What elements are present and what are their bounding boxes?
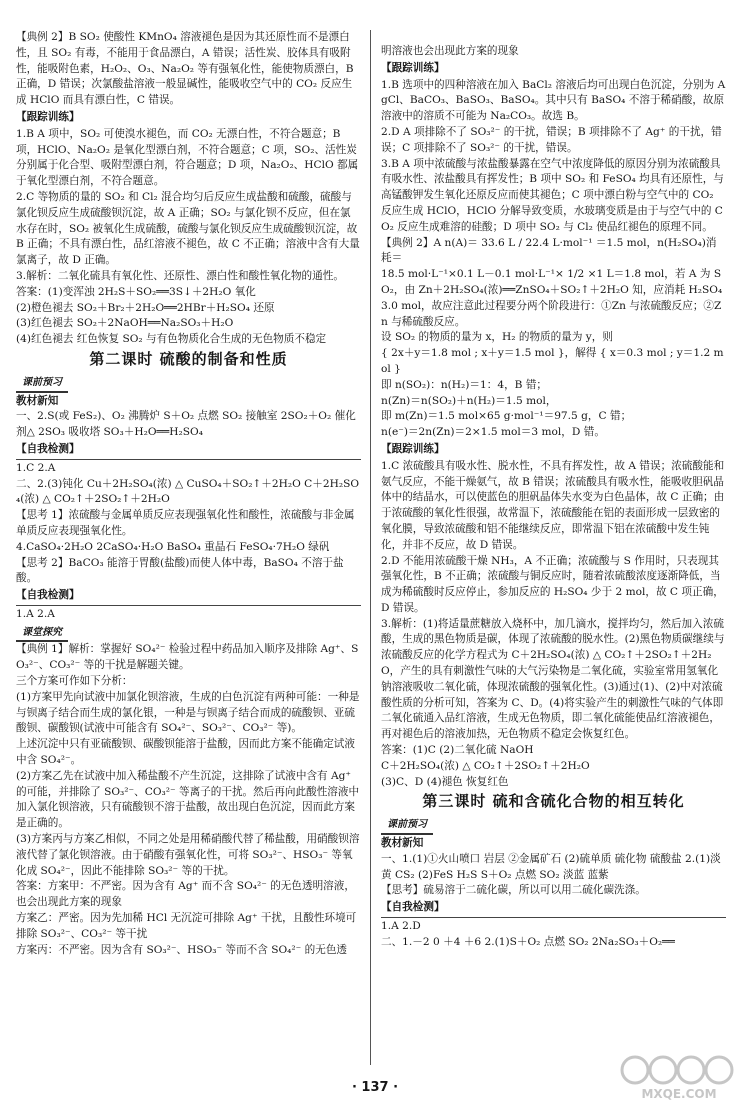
thinking-1: 【思考 1】浓硫酸与金属单质反应表现强氧化性和酸性，浓硫酸与非金属单质反应表现强氧化性。	[16, 509, 355, 537]
answer-r-3: (3)C、D (4)褪色 恢复红色	[381, 775, 509, 788]
self-check-answers-3: 1.A 2.D	[381, 920, 421, 933]
follow-up-training-heading-2: 【跟踪训练】	[381, 61, 445, 74]
section-title-lesson-3: 第三课时 硫和含硫化合物的相互转化	[422, 792, 685, 811]
self-check-heading-3: 【自我检测】	[381, 900, 726, 918]
self-check-answers: 1.C 2.A	[16, 461, 56, 474]
follow-up-training-heading: 【跟踪训练】	[16, 110, 80, 123]
answer-r-1: 答案：(1)C (2)二氧化硫 NaOH	[381, 744, 534, 757]
left-column	[16, 30, 361, 1070]
self-check-heading: 【自我检测】	[16, 442, 361, 460]
answer-plan-b: 方案乙：严密。因为先加稀 HCl 无沉淀可排除 Ag⁺ 干扰，且酸性环境可排除 SO₃²⁻、CO₃²⁻ 等干扰	[16, 912, 357, 940]
example-2-answer: 【典例 2】B SO₂ 使酸性 KMnO₄ 溶液褪色是因为其还原性而不是漂白性，且 SO₂ 有毒，不能用于食品漂白，A 错误；活性炭、胶体具有吸附性，能吸附色素，H₂O₂、O₃、Na₂O₂ 等有强氧化性，能使物质漂白，B 正确，D 错误；次氯酸盐溶液一般显碱性，能吸收空气中的 CO₂ 反应生成 HClO 而具有漂白性，C 错误。	[16, 31, 354, 107]
knowledge-text-2: 二、2.(3)钝化 Cu＋2H₂SO₄(浓) △ CuSO₄＋SO₂↑＋2H₂O C＋2H₂SO₄(浓) △ CO₂↑＋2SO₂↑＋2H₂O	[16, 477, 360, 506]
analysis-plan-c: (3)方案丙与方案乙相似，不同之处是用稀硝酸代替了稀盐酸，用硝酸钡溶液代替了氯化钡溶液。由于硝酸有强氧化性，可将 SO₃²⁻、HSO₃⁻ 等氧化成 SO₄²⁻，因此不能排除 SO₃²⁻ 等的干扰。	[16, 833, 360, 877]
example-2-calc-2: 18.5 mol·L⁻¹×0.1 L－0.1 mol·L⁻¹× 1/2 ×1 L＝1.8 mol，若 A 为 SO₂，由 Zn＋2H₂SO₄(浓)══ZnSO₄＋SO₂↑＋2H₂O 知，应消耗 H₂SO₄ 3.0 mol，故应注意此过程要分两个阶段进行：①Zn 与浓硫酸反应；②Zn 与稀硫酸反应。	[381, 268, 723, 328]
example-2-calc-4: 即 n(SO₂)：n(H₂)＝1：4，B 错；	[381, 378, 548, 391]
analysis-plan-a-conclusion: 上述沉淀中只有亚硫酸钡、碳酸钡能溶于盐酸，因而此方案不能确定试液中含 SO₄²⁻。	[16, 738, 355, 767]
example-2-calc-5: n(Zn)＝n(SO₂)＋n(H₂)＝1.5 mol，	[381, 394, 557, 407]
answer-plan-a: 答案：方案甲：不严密。因为含有 Ag⁺ 而不含 SO₄²⁻ 的无色透明溶液，也会出现此方案的现象	[16, 880, 355, 909]
answer-plan-c-continued: 明溶液也会出现此方案的现象	[381, 45, 519, 57]
training-answer-r5: 2.D 不能用浓硫酸干燥 NH₃，A 不正确；浓硫酸与 S 作用时，只表现其强氧化性，B 不正确；浓硫酸与铜反应时，随着浓硫酸浓度逐渐降低，当成为稀硫酸时反应停止，参加反应的 H₂SO₄ 少于 2 mol，故 C 项正确，D 错误。	[381, 554, 724, 614]
training-answer-r4: 1.C 浓硫酸具有吸水性、脱水性，不具有挥发性，故 A 错误；浓硫酸能和氨气反应，不能干燥氨气，故 B 错误；浓硫酸具有吸水性，能吸收胆矾晶体中的结晶水，可以使蓝色的胆矾晶体失水变为白色晶体，故 C 正确；由于浓硫酸的氧化性很强，故常温下，浓硫酸能在铝的表面形成一层致密的氧化膜，导致浓硫酸和铝不能继续反应，即常温下铝在浓硫酸中发生钝化，并非不反应，故 D 错误。	[381, 459, 725, 551]
thinking-r1: 【思考】硫易溶于二硫化碳，所以可以用二硫化碳洗涤。	[381, 884, 646, 897]
example-1-analysis: 【典例 1】解析：掌握好 SO₄²⁻ 检验过程中药品加入顺序及排除 Ag⁺、SO₃²⁻、CO₃²⁻ 等的干扰是解题关键。	[16, 643, 359, 672]
self-check-answers-2: 1.A 2.A	[16, 607, 55, 620]
training-answer-3: 3.解析：二氧化硫具有氧化性、还原性、漂白性和酸性氧化物的通性。	[16, 269, 344, 282]
example-2-calc-3: 设 SO₂ 的物质的量为 x，H₂ 的物质的量为 y，则	[381, 331, 613, 344]
column-divider	[370, 30, 371, 1065]
answer-plan-c: 方案丙：不严密。因为含有 SO₃²⁻、HSO₃⁻ 等而不含 SO₄²⁻ 的无色透	[16, 943, 348, 956]
training-answer-r6: 3.解析：(1)将适量蔗糖放入烧杯中，加几滴水，搅拌均匀，然后加入浓硫酸，生成的黑色物质是碳，体现了浓硫酸的脱水性。(2)黑色物质碳继续与浓硫酸反应的化学方程式为 C＋2H₂SO₄(浓) △ CO₂↑＋2SO₂↑＋2H₂O，产生的具有刺激性气味的大气污染物是二氧化硫，实验室常用氢氧化钠溶液吸收二氧化硫，体现浓硫酸的强氧化性。(3)通过(1)、(2)中对浓硫酸性质的分析可知，答案为 C、D。(4)将实验产生的刺激性气味的气体即二氧化硫通入品红溶液，生成无色物质，即二氧化硫能使品红溶液褪色，再对褪色后的溶液加热，无色物质不稳定会恢复红色。	[381, 617, 725, 741]
example-2-equations: { 2x＋y＝1.8 mol ; x＋y＝1.5 mol }，解得 { x＝0.3 mol ; y＝1.2 mol }	[381, 347, 724, 375]
training-answer-r3: 3.B A 项中浓硫酸与浓盐酸暴露在空气中浓度降低的原因分别为浓硫酸具有吸水性、浓盐酸具有挥发性；B 项中 SO₂ 和 FeSO₄ 均具有还原性，与高锰酸钾发生氧化还原反应而使其褪色；C 项中漂白粉与空气中的 CO₂ 反应生成 HClO，HClO 分解导致变质，水玻璃变质是由于与空气中的 CO₂ 反应生成难溶的硅酸；D 项中 SO₂ 与 Cl₂ 使品红褪色的原理不同。	[381, 157, 724, 233]
section-title-lesson-2: 第二课时 硫酸的制备和性质	[89, 349, 288, 368]
new-knowledge-heading-2: 教材新知	[381, 837, 424, 850]
training-answer-r2: 2.D A 项排除不了 SO₃²⁻ 的干扰，错误；B 项排除不了 Ag⁺ 的干扰，错误；C 项排除不了 SO₃²⁻ 的干扰，错误。	[381, 125, 722, 154]
page-number: · 137 ·	[351, 1080, 399, 1095]
watermark-text: MXQE.COM	[641, 1087, 717, 1101]
training-answer-r1: 1.B 选项中的四种溶液在加入 BaCl₂ 溶液后均可出现白色沉淀，分别为 AgCl、BaCO₃、BaSO₃、BaSO₄。其中只有 BaSO₄ 不溶于稀硝酸，故原溶液中的溶质不可能为 Na₂CO₃。故选 B。	[381, 78, 726, 123]
example-2-calc-7: n(e⁻)＝2n(Zn)＝2×1.5 mol＝3 mol，D 错。	[381, 426, 605, 439]
knowledge-text-3: 4.CaSO₄·2H₂O 2CaSO₄·H₂O BaSO₄ 重晶石 FeSO₄·7H₂O 绿矾	[16, 540, 330, 553]
class-inquiry-banner: 课堂探究	[16, 625, 68, 643]
analysis-plan-a: (1)方案甲先向试液中加氯化钡溶液，生成的白色沉淀有两种可能：一种是与钡离子结合而生成的氯化银，一种是与钡离子结合而成的硫酸钡、亚硫酸钡、碳酸钡(试液中可能含有 SO₄²⁻、SO₃²⁻、CO₃²⁻ 等)。	[16, 690, 360, 735]
thinking-2: 【思考 2】BaCO₃ 能溶于胃酸(盐酸)而使人体中毒，BaSO₄ 不溶于盐酸。	[16, 556, 344, 585]
new-knowledge-heading: 教材新知	[16, 394, 59, 407]
preview-banner: 课前预习	[16, 375, 68, 393]
answer-line-1: 答案：(1)变浑浊 2H₂S＋SO₂══3S↓＋2H₂O 氧化	[16, 285, 256, 298]
preview-banner-2: 课前预习	[381, 817, 433, 835]
answer-r-2: C＋2H₂SO₄(浓) △ CO₂↑＋2SO₂↑＋2H₂O	[381, 759, 590, 772]
knowledge-text-r2: 二、1.－2 0 ＋4 ＋6 2.(1)S＋O₂ 点燃 SO₂ 2Na₂SO₃＋O₂══	[381, 935, 675, 948]
knowledge-text-r1: 一、1.(1)①火山喷口 岩层 ②金属矿石 (2)硫单质 硫化物 硫酸盐 2.(1)淡黄 CS₂ (2)FeS H₂S S＋O₂ 点燃 SO₂ 淡蓝 蓝紫	[381, 852, 721, 881]
answer-line-3: (3)红色褪去 SO₂＋2NaOH══Na₂SO₃＋H₂O	[16, 317, 234, 330]
example-2-calc-1: 【典例 2】A n(A)＝ 33.6 L / 22.4 L·mol⁻¹ ＝1.5 mol，n(H₂SO₄)消耗＝	[381, 236, 717, 265]
training-answer-2: 2.C 等物质的量的 SO₂ 和 Cl₂ 混合均匀后反应生成盐酸和硫酸，硫酸与氯化钡反应生成硫酸钡沉淀，故 A 正确；SO₂ 与氯化钡不反应，但在氯水存在时，SO₂ 被氧化生成硫酸，硫酸与氯化钡反应生成硫酸钡沉淀，故 B 正确；不具有漂白性，品红溶液不褪色，故 C 不正确；溶液中含有大量氯离子，故 D 正确。	[16, 190, 360, 267]
analysis-intro: 三个方案可作如下分析：	[16, 675, 133, 688]
analysis-plan-b: (2)方案乙先在试液中加入稀盐酸不产生沉淀，这排除了试液中含有 Ag⁺ 的可能，并排除了 SO₃²⁻、CO₃²⁻ 等离子的干扰。然后再向此酸性溶液中加入氯化钡溶液，只有硫酸钡不溶于盐酸，故出现白色沉淀，因而此方案是正确的。	[16, 769, 360, 830]
training-answer-1: 1.B A 项中，SO₂ 可使溴水褪色，而 CO₂ 无漂白性，不符合题意；B 项，HClO、Na₂O₂ 是氧化型漂白剂，不符合题意；C 项，SO₂、活性炭分别属于化合型、吸附型漂白剂，符合题意；D 项，Na₂O₂、HClO 都属于氧化型漂白剂，不符合题意。	[16, 127, 359, 188]
right-column	[381, 44, 726, 1084]
watermark-logo	[615, 1052, 743, 1102]
knowledge-text-1: 一、2.S(或 FeS₂)、O₂ 沸腾炉 S＋O₂ 点燃 SO₂ 接触室 2SO₂＋O₂ 催化剂△ 2SO₃ 吸收塔 SO₃＋H₂O══H₂SO₄	[16, 410, 356, 439]
self-check-heading-2: 【自我检测】	[16, 588, 361, 606]
answer-line-2: (2)橙色褪去 SO₂＋Br₂＋2H₂O══2HBr＋H₂SO₄ 还原	[16, 301, 275, 314]
follow-up-training-heading-3: 【跟踪训练】	[381, 442, 445, 455]
answer-line-4: (4)红色褪去 红色恢复 SO₂ 与有色物质化合生成的无色物质不稳定	[16, 333, 327, 346]
example-2-calc-6: 即 m(Zn)＝1.5 mol×65 g·mol⁻¹＝97.5 g，C 错；	[381, 410, 632, 423]
